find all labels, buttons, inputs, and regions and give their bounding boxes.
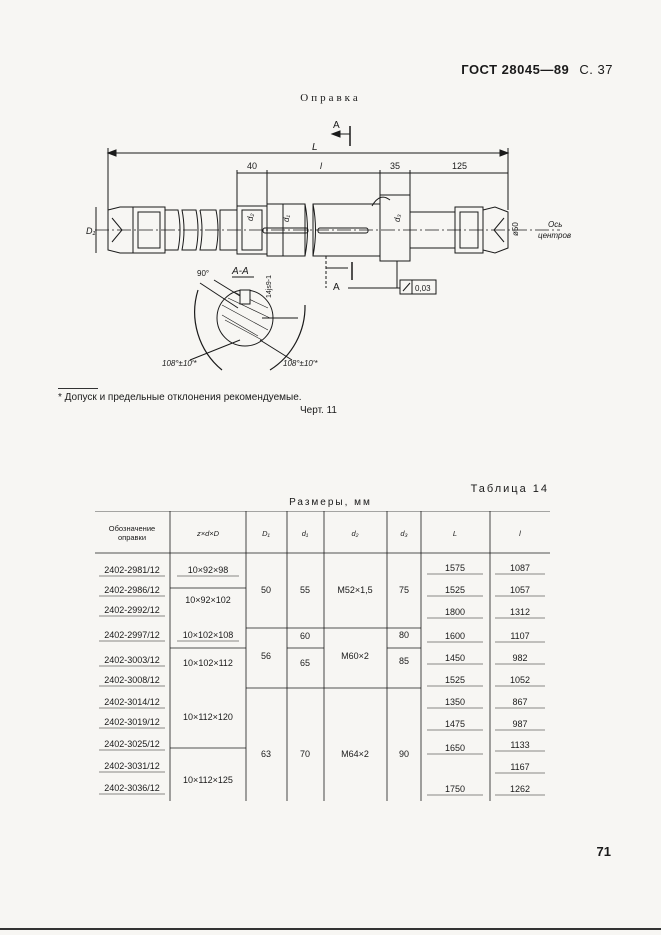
- section-letter-bottom: А: [333, 282, 340, 293]
- designation-cell: 2402-2992/12: [104, 605, 160, 615]
- designation-cell: 2402-3025/12: [104, 739, 160, 749]
- L-cell: 1600: [444, 631, 466, 641]
- l-cell: 982: [512, 653, 528, 663]
- d3-cell: 85: [398, 656, 410, 666]
- figure-title: Оправка: [300, 92, 361, 104]
- D1-cell: 63: [260, 749, 272, 759]
- l-cell: 1087: [509, 563, 531, 573]
- L-cell: 1800: [444, 607, 466, 617]
- angle-right-label: 108°±10′*: [283, 359, 318, 368]
- dim-d3-label: d₃: [393, 214, 402, 222]
- collar-d3: [380, 195, 410, 261]
- footnote-rule: [58, 388, 98, 389]
- figure-caption: Черт. 11: [300, 405, 337, 416]
- header-L: L: [452, 529, 458, 538]
- l-cell: 1057: [509, 585, 531, 595]
- L-cell: 1525: [444, 585, 466, 595]
- D1-cell: 50: [260, 585, 272, 595]
- zdD-cell: 10×92×102: [185, 595, 231, 605]
- figure-footnote: * Допуск и предельные отклонения рекомендуемые.: [58, 392, 302, 403]
- page-ref: С. 37: [579, 62, 613, 77]
- L-cell: 1350: [444, 697, 466, 707]
- d2-cell: M60×2: [341, 651, 369, 661]
- dim-125-label: 125: [452, 161, 468, 171]
- header-d2: d₂: [351, 529, 359, 538]
- d3-cell: 90: [398, 749, 410, 759]
- arrowhead: [108, 150, 116, 156]
- l-cell: 867: [512, 697, 528, 707]
- d2-cell: M52×1,5: [337, 585, 373, 595]
- angle-leader-right: [260, 340, 292, 360]
- D1-cell: 56: [260, 651, 272, 661]
- dim-phi50-label: ø50: [511, 222, 520, 236]
- dim-40-label: 40: [247, 161, 258, 171]
- designation-cell: 2402-2981/12: [104, 565, 160, 575]
- L-cell: 1475: [444, 719, 466, 729]
- designation-cell: 2402-3008/12: [104, 675, 160, 685]
- dim-d2-label: d₂: [246, 213, 255, 221]
- d1-cell: 70: [299, 749, 311, 759]
- dim-d1-label: d₁: [282, 215, 291, 222]
- d3-cell: 80: [398, 630, 410, 640]
- L-cell: 1650: [444, 743, 466, 753]
- spec-table: [95, 511, 550, 811]
- zdD-cell: 10×102×112: [183, 658, 233, 668]
- l-cell: 1167: [510, 762, 530, 772]
- runout-symbol-icon: [403, 283, 410, 291]
- bottom-rule: [0, 928, 661, 930]
- dim-D1-label: D₁: [86, 226, 96, 236]
- d1-cell: 65: [299, 658, 311, 668]
- angle-leader-left: [190, 340, 240, 360]
- L-cell: 1525: [444, 675, 466, 685]
- table-title: Размеры, мм: [289, 497, 372, 508]
- keyway-slot: [263, 228, 308, 233]
- key-slot: [240, 290, 250, 304]
- angle-leader: [214, 280, 240, 296]
- l-cell: 1052: [509, 675, 531, 685]
- key-detail: [372, 197, 390, 206]
- l-cell: 1262: [509, 784, 531, 794]
- designation-cell: 2402-3036/12: [104, 783, 160, 793]
- dim-35-label: 35: [390, 161, 401, 171]
- header-d1: d₁: [301, 529, 309, 538]
- arc-left: [195, 290, 222, 370]
- header-designation: Обозначение оправки: [108, 524, 156, 542]
- d1-cell: 55: [299, 585, 311, 595]
- zdD-cell: 10×112×120: [183, 712, 233, 722]
- designation-cell: 2402-2986/12: [104, 585, 160, 595]
- dim-l-label: l: [320, 161, 322, 171]
- section-aa-label: А-А: [232, 266, 249, 277]
- zdD-cell: 10×112×125: [183, 775, 233, 785]
- designation-cell: 2402-3031/12: [104, 761, 160, 771]
- table-grid: [95, 511, 550, 801]
- axis-label-1: Ось: [548, 220, 563, 229]
- arrowhead: [500, 150, 508, 156]
- L-cell: 1575: [444, 563, 466, 573]
- l-cell: 1107: [510, 631, 530, 641]
- key-width-label: 14js9-1: [266, 275, 273, 298]
- header-zdD: z×d×D: [196, 529, 220, 538]
- L-cell: 1450: [444, 653, 466, 663]
- l-cell: 1133: [510, 740, 530, 750]
- l-cell: 987: [512, 719, 528, 729]
- section-letter-top: А: [333, 120, 340, 131]
- section-arrowhead-top: [332, 131, 340, 137]
- standard-number: ГОСТ 28045—89: [461, 62, 570, 77]
- L-cell: 1750: [444, 784, 466, 794]
- l-cell: 1312: [509, 607, 531, 617]
- d3-cell: 75: [398, 585, 410, 595]
- dim-L-label: L: [312, 142, 318, 153]
- header-l: l: [519, 529, 521, 538]
- table-label: Таблица 14: [470, 483, 549, 495]
- angle-90-label: 90°: [197, 269, 210, 278]
- zdD-cell: 10×102×108: [182, 630, 234, 640]
- axis-label-2: центров: [538, 231, 572, 240]
- page-number: 71: [596, 844, 611, 859]
- designation-cell: 2402-3019/12: [104, 717, 160, 727]
- header-D1: D₁: [262, 529, 270, 538]
- d1-cell: 60: [299, 631, 311, 641]
- keyway-slot-right: [318, 228, 368, 233]
- zdD-cell: 10×92×98: [187, 565, 229, 575]
- header-d3: d₃: [400, 529, 408, 538]
- designation-cell: 2402-2997/12: [104, 630, 160, 640]
- angle-leader: [200, 283, 238, 308]
- tolerance-value: 0,03: [415, 284, 431, 293]
- mandrel-drawing: [0, 0, 661, 400]
- d2-cell: M64×2: [341, 749, 369, 759]
- designation-cell: 2402-3003/12: [104, 655, 160, 665]
- designation-cell: 2402-3014/12: [104, 697, 160, 707]
- angle-left-label: 108°±10′*: [162, 359, 197, 368]
